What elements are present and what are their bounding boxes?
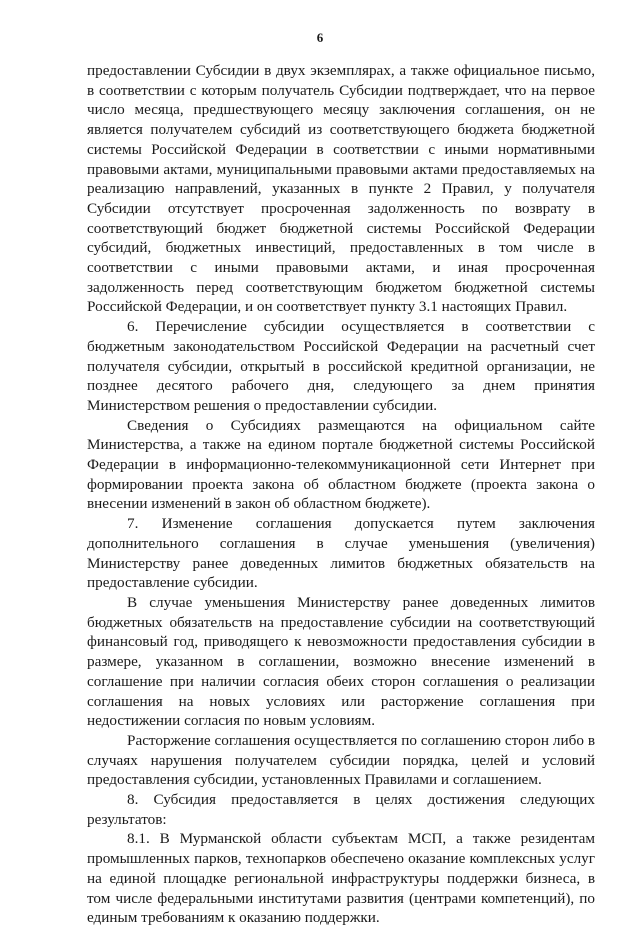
paragraph-continuation: предоставлении Субсидии в двух экземплярах, а также официальное письмо, в соответствии с которым получатель Субсидии подтверждает, что на первое число месяца, предшествующего месяцу заключения соглашения, он не является получателем субсидий из соответствующего бюджета бюджетной системы Российской Федерации в соответствии с иными нормативными правовыми актами, муниципальными правовыми актами предоставляемых на реализацию направлений, указанных в пункте 2 Правил, у получателя Субсидии отсутствует просроченная задолженность по возврату в соответствующий бюджет бюджетной системы Российской Федерации субсидий, бюджетных инвестиций, предоставленных в том числе в соответствии с иными правовыми актами, и иная просроченная задолженность перед соответствующим бюджетом бюджетной системы Российской Федерации, и он соответствует пункту 3.1 настоящих Правил. <box>87 62 595 316</box>
paragraph-item-8-1: 8.1. В Мурманской области субъектам МСП, а также резидентам промышленных парков, технопарков обеспечено оказание комплексных услуг на единой площадке региональной инфраструктуры поддержки бизнеса, в том числе федеральными институтами развития (центрами компетенций), по единым требованиям к оказанию поддержки. <box>87 830 595 927</box>
page-number: 6 <box>316 30 324 45</box>
paragraph-item-8: 8. Субсидия предоставляется в целях достижения следующих результатов: <box>87 791 595 828</box>
paragraph-limits-reduction: В случае уменьшения Министерству ранее доведенных лимитов бюджетных обязательств на предоставление субсидии на соответствующий финансовый год, приводящего к невозможности предоставления субсидии в размере, указанном в соглашении, возможно внесение изменений в соглашение при наличии согласия обеих сторон соглашения о реализации соглашения на новых условиях или расторжение соглашения при недостижении согласия по новым условиям. <box>87 593 595 730</box>
paragraph-subsidy-info: Сведения о Субсидиях размещаются на официальном сайте Министерства, а также на едином портале бюджетной системы Российской Федерации в информационно-телекоммуникационной сети Интернет при формировании проекта закона об областном бюджете (проекта закона о внесении изменений в закон об областном бюджете). <box>87 416 595 513</box>
paragraph-item-6: 6. Перечисление субсидии осуществляется в соответствии с бюджетным законодательством Российской Федерации на расчетный счет получателя субсидии, открытый в российской кредитной организации, не позднее десятого рабочего дня, следующего за днем принятия Министерством решения о предоставлении субсидии. <box>87 318 595 414</box>
document-body <box>87 61 595 928</box>
paragraph-termination: Расторжение соглашения осуществляется по соглашению сторон либо в случаях нарушения получателем субсидии порядка, целей и условий предоставления субсидии, установленных Правилами и соглашением. <box>87 731 595 789</box>
paragraph-item-7: 7. Изменение соглашения допускается путем заключения дополнительного соглашения в случае уменьшения (увеличения) Министерству ранее доведенных лимитов бюджетных обязательств на предоставление субсидии. <box>87 515 595 592</box>
